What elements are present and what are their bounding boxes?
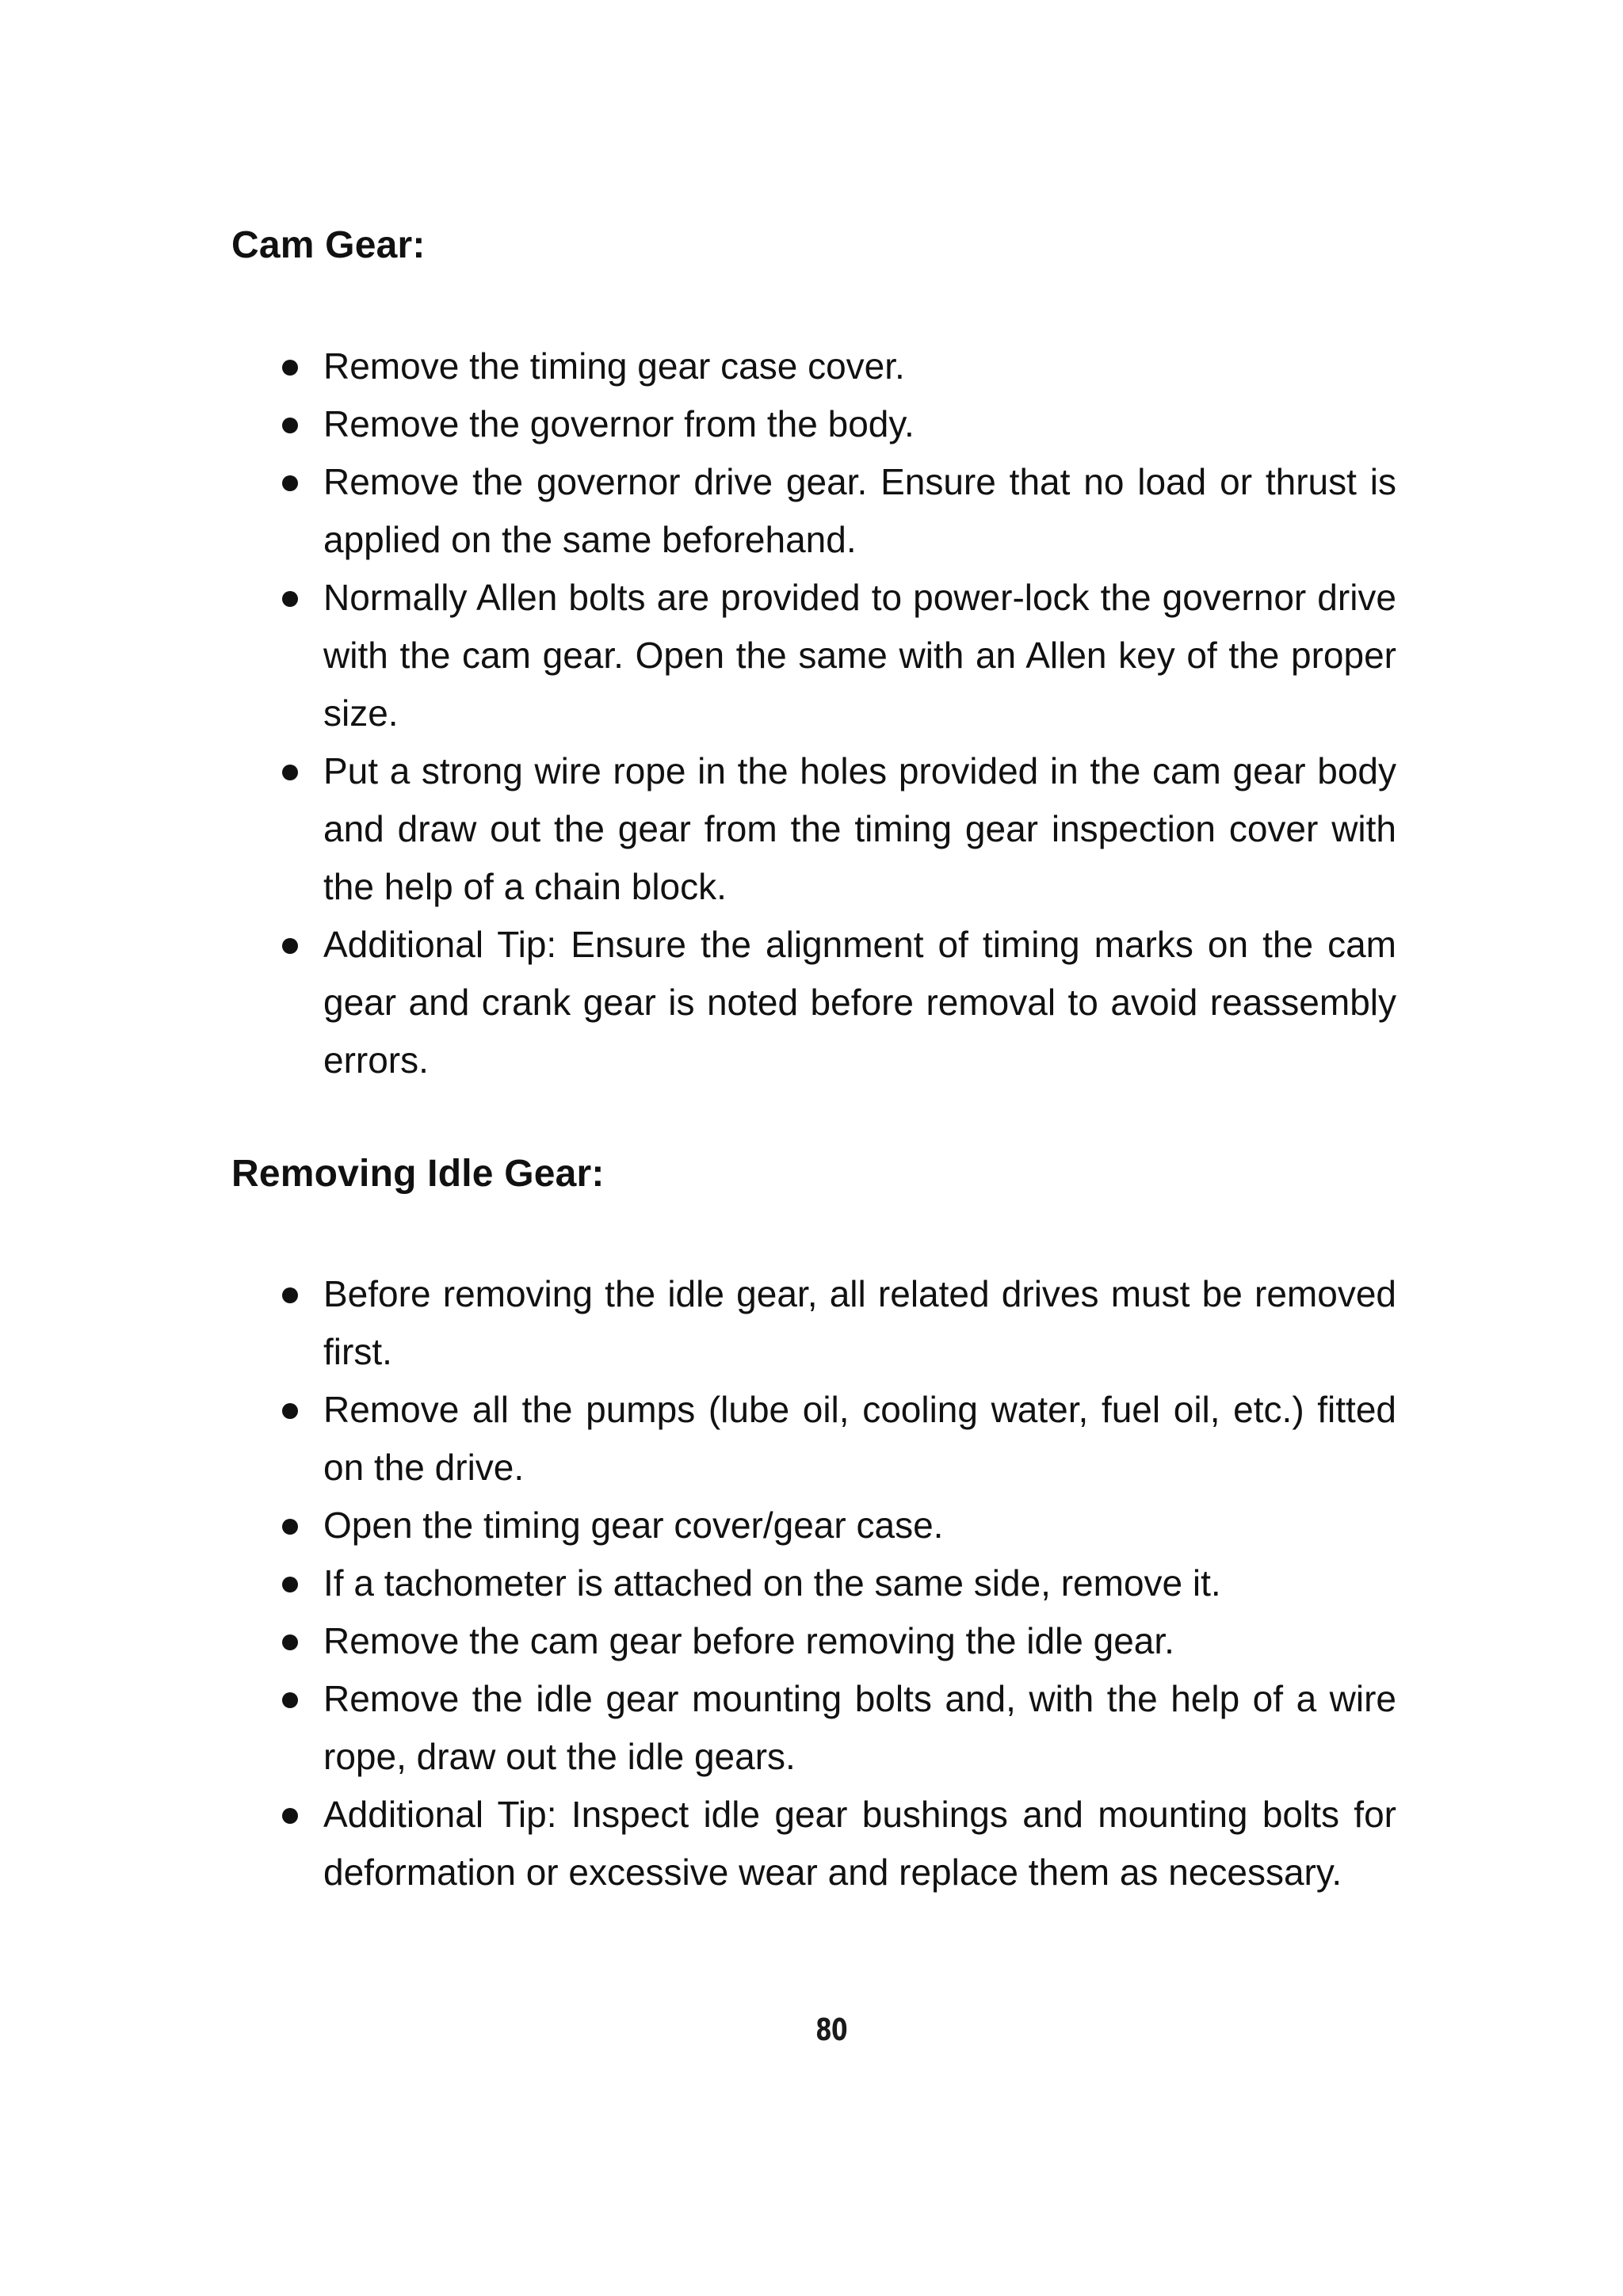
list-item-text: Remove the timing gear case cover. [323, 345, 905, 387]
list-item-text: Remove the cam gear before removing the idle gear. [323, 1620, 1174, 1661]
list-item [323, 916, 1396, 1089]
bullet-icon [282, 1287, 298, 1303]
list-item [323, 1670, 1396, 1786]
bullet-icon [282, 1577, 298, 1592]
bullet-icon [282, 1519, 298, 1535]
bullet-icon [282, 1403, 298, 1419]
list-item-text: Remove the idle gear mounting bolts and, with the help of a wire rope, draw out the idle gears. [323, 1678, 1396, 1777]
bullet-icon [282, 1808, 298, 1824]
list-item-text: Before removing the idle gear, all related drives must be removed first. [323, 1273, 1396, 1372]
list-item-text: Put a strong wire rope in the holes provided in the cam gear body and draw out the gear from the timing gear inspection cover with the help of a chain block. [323, 750, 1396, 907]
list-item-text: Additional Tip: Inspect idle gear bushings and mounting bolts for deformation or excessive wear and replace them as necessary. [323, 1794, 1396, 1893]
list-item [323, 1612, 1396, 1670]
page-number: 80 [815, 2012, 847, 2047]
bullet-icon [282, 475, 298, 491]
list-item [323, 1786, 1396, 1901]
list-item-text: Remove the governor drive gear. Ensure that no load or thrust is applied on the same beforehand. [323, 461, 1396, 560]
list-item-text: Additional Tip: Ensure the alignment of timing marks on the cam gear and crank gear is noted before removal to avoid reassembly errors. [323, 924, 1396, 1081]
list-item [323, 395, 1396, 453]
idle-gear-steps-list [323, 1265, 1396, 1901]
bullet-icon [282, 360, 298, 376]
list-item [323, 742, 1396, 916]
bullet-icon [282, 591, 298, 607]
list-item [323, 1381, 1396, 1497]
list-item [323, 338, 1396, 395]
list-item-text: If a tachometer is attached on the same side, remove it. [323, 1562, 1221, 1604]
bullet-icon [282, 765, 298, 780]
list-item [323, 1554, 1396, 1612]
list-item [323, 1497, 1396, 1554]
bullet-icon [282, 1692, 298, 1708]
section-heading-cam-gear: Cam Gear: [231, 224, 426, 266]
list-item-text: Open the timing gear cover/gear case. [323, 1505, 944, 1546]
list-item [323, 569, 1396, 742]
list-item [323, 1265, 1396, 1381]
list-item-text: Remove all the pumps (lube oil, cooling water, fuel oil, etc.) fitted on the drive. [323, 1389, 1396, 1488]
bullet-icon [282, 1634, 298, 1650]
list-item [323, 453, 1396, 569]
bullet-icon [282, 938, 298, 954]
list-item-text: Normally Allen bolts are provided to power-lock the governor drive with the cam gear. Open the same with an Allen key of the proper size. [323, 577, 1396, 734]
bullet-icon [282, 418, 298, 433]
cam-gear-steps-list [323, 338, 1396, 1089]
section-heading-removing-idle-gear: Removing Idle Gear: [231, 1153, 605, 1195]
list-item-text: Remove the governor from the body. [323, 403, 915, 444]
